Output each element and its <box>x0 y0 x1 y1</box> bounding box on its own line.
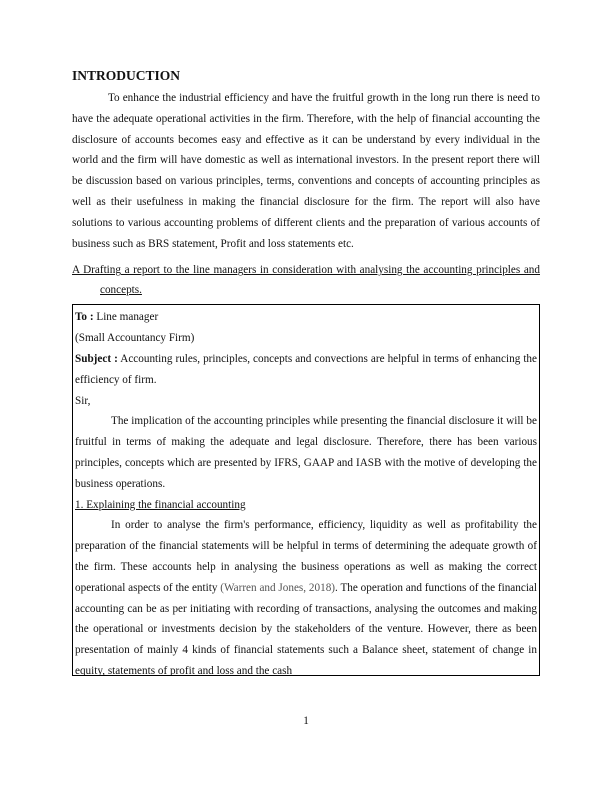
letter-paragraph-2 <box>75 515 537 676</box>
to-value: Line manager <box>93 311 159 324</box>
letter-to-line <box>75 307 537 328</box>
subject-value: Accounting rules, principles, concepts and convections are helpful in terms of enhancing the efficiency of firm. <box>75 352 537 386</box>
citation: (Warren and Jones, 2018) <box>220 581 336 594</box>
letter-box <box>72 304 540 676</box>
introduction-heading: INTRODUCTION <box>72 68 181 83</box>
paragraph-2-part-a: In order to analyse the firm's performance, efficiency, liquidity as well as profitability the preparation of the financial statements will be helpful in terms of determining the adequate growth of the firm. These accounts help in analysing the business operations as well as making the correct operational aspects of the entity <box>75 519 537 594</box>
subject-line <box>75 349 537 391</box>
firm-line: (Small Accountancy Firm) <box>75 332 195 345</box>
salutation: Sir, <box>75 394 91 407</box>
to-label: To : <box>75 311 94 324</box>
introduction-paragraph: To enhance the industrial efficiency and have the fruitful growth in the long run there is need to have the adequate operational activities in the firm. Therefore, with the help of financial accounting the disclosure of accounts becomes easy and effective as it can be understand by every individual in the world and the firm will have domestic as well as international investors. In the present report there will be discussion based on various principles, terms, conventions and concepts of accounting principles as well as their usefulness in making the financial disclosure for the firm. The report will also have solutions to various accounting problems of different clients and the preparation of various accounts of business such as BRS statement, Profit and loss statements etc. <box>72 92 540 250</box>
section-a-heading: A Drafting a report to the line managers in consideration with analysing the accounting principles and concepts. <box>72 264 540 297</box>
paragraph-2-part-b: . The operation and functions of the financial accounting can be as per initiating with recording of transactions, analysing the outcomes and making the operational or investments decision by the stakeholders of the venture. However, there as been presentation of mainly 4 kinds of financial statements such a Balance sheet, statement of change in equity, statements of profit and loss and the cash <box>75 581 537 677</box>
subject-label: Subject : <box>75 352 118 365</box>
document-page <box>72 68 540 676</box>
page-number: 1 <box>303 715 309 727</box>
subheading-financial-accounting: 1. Explaining the financial accounting <box>75 498 246 511</box>
letter-paragraph-1: The implication of the accounting principles while presenting the financial disclosure it will be fruitful in terms of making the adequate and legal disclosure. Therefore, there has been various principles, concepts which are presented by IFRS, GAAP and IASB with the motive of developing the business operations. <box>75 415 537 490</box>
